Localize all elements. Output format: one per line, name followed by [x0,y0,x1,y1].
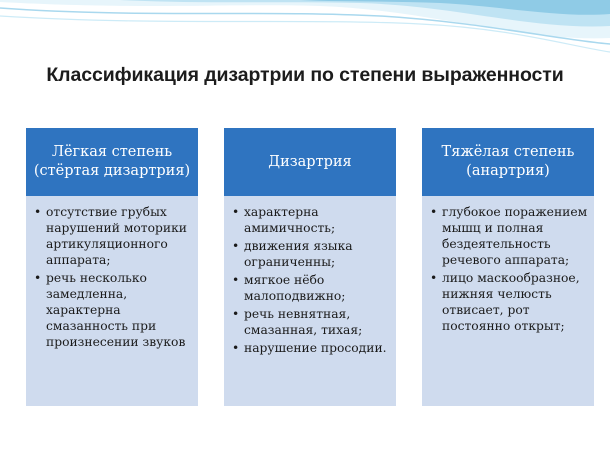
column-body [224,196,396,406]
column-header: Лёгкая степень (стёртая дизартрия) [26,128,198,196]
column-dysarthria [224,128,396,406]
list-item: • глубокое поражением мышц и полная бездеятельность речевого аппарата; [428,204,588,268]
list-item: • речь невнятная, смазанная, тихая; [230,306,390,338]
bullet-list [428,204,588,334]
list-item: • нарушение просодии. [230,340,390,356]
list-item: • речь несколько замедленна, характерна смазанность при произнесении звуков [32,270,192,350]
bullet-list [230,204,390,356]
column-severe [422,128,594,406]
list-item: • мягкое нёбо малоподвижно; [230,272,390,304]
page-title: Классификация дизартрии по степени выраженности [46,64,564,86]
column-header: Дизартрия [224,128,396,196]
bullet-list [32,204,192,350]
column-body [422,196,594,406]
column-mild [26,128,198,406]
column-body [26,196,198,406]
list-item: • отсутствие грубых нарушений моторики артикуляционного аппарата; [32,204,192,268]
column-header: Тяжёлая степень (анартрия) [422,128,594,196]
decorative-wave [0,0,610,60]
list-item: • лицо маскообразное, нижняя челюсть отвисает, рот постоянно открыт; [428,270,588,334]
list-item: • характерна амимичность; [230,204,390,236]
list-item: • движения языка ограниченны; [230,238,390,270]
